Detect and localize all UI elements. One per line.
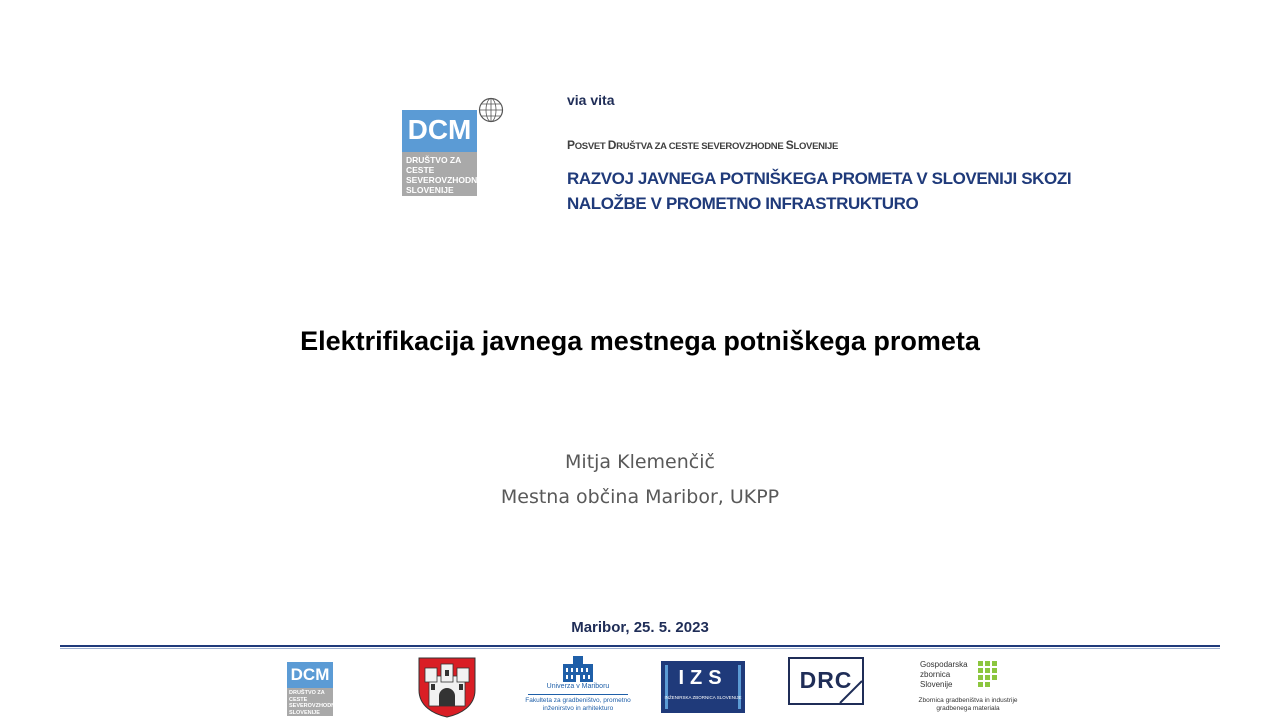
via-vita-label: via vita	[567, 92, 615, 108]
dcm-logo-text: DCM	[407, 114, 472, 145]
footer-izs-logo: IZS INŽENIRSKA ZBORNICA SLOVENIJE	[661, 661, 745, 713]
conference-title: RAZVOJ JAVNEGA POTNIŠKEGA PROMETA V SLOVENIJI SKOZI NALOŽBE V PROMETNO INFRASTRUKTURO	[567, 169, 1072, 213]
dcm-logo	[402, 110, 483, 196]
footer-divider-shadow	[60, 648, 1220, 649]
footer-divider	[60, 645, 1220, 647]
event-date: Maribor, 25. 5. 2023	[571, 619, 709, 636]
posvet-subtitle: POSVET DRUŠTVA ZA CESTE SEVEROVZHODNE SLOVENIJE	[567, 138, 839, 152]
author-organization: Mestna občina Maribor, UKPP	[500, 486, 780, 508]
globe-icon	[478, 97, 504, 123]
footer-dcm-logo: DCM DRUŠTVO ZA CESTE SEVEROVZHODNE SLOVENIJE	[287, 662, 333, 716]
author-name: Mitja Klemenčič	[565, 451, 715, 473]
university-building-icon	[563, 656, 593, 682]
gz-grid-icon	[978, 661, 998, 693]
maribor-crest-icon	[417, 656, 477, 718]
footer-um-logo: Univerza v Mariboru Fakulteta za gradbeništvo, prometno inženirstvo in arhitekturo	[525, 656, 631, 718]
footer-gz-logo: Gospodarska zbornica Slovenije Zbornica gradbeništva in industrije gradbenega materiala	[918, 660, 1018, 712]
presentation-title: Elektrifikacija javnega mestnega potniškega prometa	[300, 326, 980, 356]
dcm-logo-subtext: DRUŠTVO ZA CESTE SEVEROVZHODNE SLOVENIJE	[406, 155, 483, 195]
footer-drc-logo: DRC	[788, 657, 864, 705]
